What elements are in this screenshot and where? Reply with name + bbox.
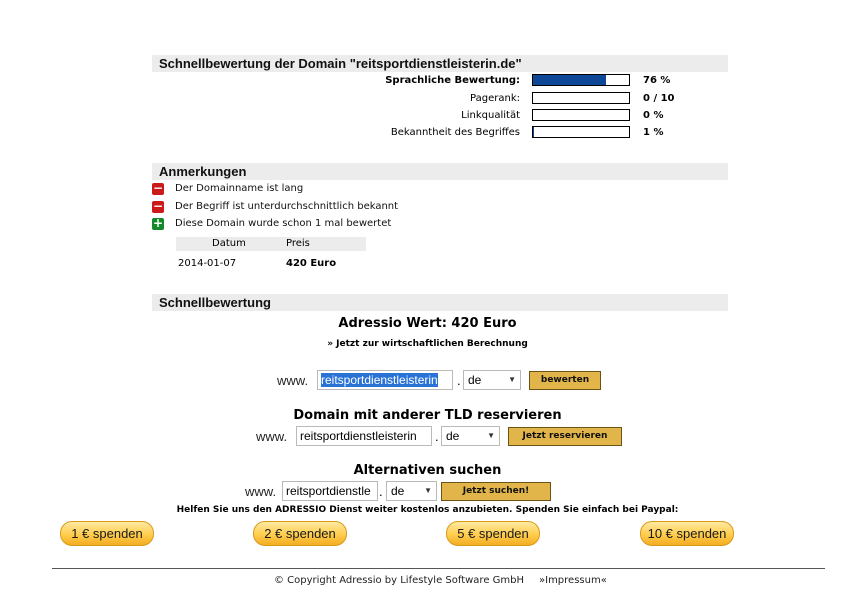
tld-select[interactable]	[441, 426, 500, 446]
plus-icon: +	[152, 216, 164, 230]
chevron-down-icon: ▼	[508, 375, 516, 384]
minus-icon: −	[152, 181, 164, 195]
domain-input-value: reitsportdienstle	[286, 484, 371, 498]
metric-value-popularity: 1 %	[643, 127, 664, 138]
progress-bar-language	[532, 74, 630, 86]
progress-bar-pagerank	[532, 92, 630, 104]
donate-1-button[interactable]: 1 € spenden	[60, 521, 154, 546]
reserve-heading: Domain mit anderer TLD reservieren	[293, 408, 562, 423]
metric-value-linkquality: 0 %	[643, 110, 664, 121]
note-text: Diese Domain wurde schon 1 mal bewertet	[175, 218, 392, 229]
metric-label-popularity: Bekanntheit des Begriffes	[390, 127, 520, 138]
history-col-price: Preis	[286, 238, 310, 249]
domain-input[interactable]	[282, 481, 378, 501]
impressum-link[interactable]: »Impressum«	[539, 575, 607, 586]
www-prefix: www.	[277, 373, 309, 388]
tld-select-value: de	[468, 373, 482, 387]
donate-2-button[interactable]: 2 € spenden	[253, 521, 347, 546]
alternatives-heading: Alternativen suchen	[353, 463, 502, 478]
domain-input-value: reitsportdienstleisterin	[321, 373, 438, 387]
progress-bar-popularity	[532, 126, 630, 138]
calc-link[interactable]: » Jetzt zur wirtschaftlichen Berechnung	[327, 339, 528, 349]
adressio-value-heading: Adressio Wert: 420 Euro	[338, 316, 517, 331]
notes-section-title: Anmerkungen	[152, 163, 728, 180]
chevron-down-icon: ▼	[424, 486, 432, 495]
domain-input[interactable]	[317, 370, 453, 390]
history-table-header	[176, 237, 366, 251]
tld-select-value: de	[446, 429, 460, 443]
tld-separator: .	[457, 373, 461, 388]
history-price: 420 Euro	[286, 258, 337, 269]
note-text: Der Begriff ist unterdurchschnittlich bekannt	[175, 201, 399, 212]
rating-section-title: Schnellbewertung der Domain "reitsportdienstleisterin.de"	[152, 55, 728, 72]
progress-bar-linkquality	[532, 109, 630, 121]
progress-fill-popularity	[533, 127, 534, 137]
progress-fill-language	[533, 75, 606, 85]
reserve-button[interactable]: Jetzt reservieren	[508, 427, 622, 446]
tld-select[interactable]	[463, 370, 521, 390]
www-prefix: www.	[256, 429, 288, 444]
footer-copyright: © Copyright Adressio by Lifestyle Software GmbH	[274, 575, 525, 586]
domain-input-value: reitsportdienstleisterin	[300, 429, 417, 443]
chevron-down-icon: ▼	[487, 431, 495, 440]
donate-5-button[interactable]: 5 € spenden	[446, 521, 540, 546]
search-button[interactable]: Jetzt suchen!	[441, 482, 551, 501]
metric-value-language: 76 %	[643, 75, 671, 86]
metric-value-pagerank: 0 / 10	[643, 93, 675, 104]
donate-text: Helfen Sie uns den ADRESSIO Dienst weiter kostenlos anzubieten. Spenden Sie einfach bei Paypal:	[176, 505, 679, 515]
metric-label-linkquality: Linkqualität	[461, 110, 520, 121]
donate-10-button[interactable]: 10 € spenden	[640, 521, 734, 546]
footer-divider	[52, 568, 825, 569]
note-text: Der Domainname ist lang	[175, 183, 304, 194]
metric-label-language: Sprachliche Bewertung:	[385, 75, 520, 86]
history-col-date: Datum	[212, 238, 246, 249]
tld-select[interactable]	[386, 481, 437, 501]
www-prefix: www.	[245, 484, 277, 499]
minus-icon: −	[152, 199, 164, 213]
tld-separator: .	[379, 484, 383, 499]
rate-button[interactable]: bewerten	[529, 371, 601, 390]
metric-label-pagerank: Pagerank:	[470, 93, 520, 104]
table-row	[176, 257, 366, 271]
tld-separator: .	[435, 429, 439, 444]
domain-input[interactable]	[296, 426, 432, 446]
history-date: 2014-01-07	[178, 258, 237, 269]
quick-section-title: Schnellbewertung	[152, 294, 728, 311]
tld-select-value: de	[391, 484, 405, 498]
